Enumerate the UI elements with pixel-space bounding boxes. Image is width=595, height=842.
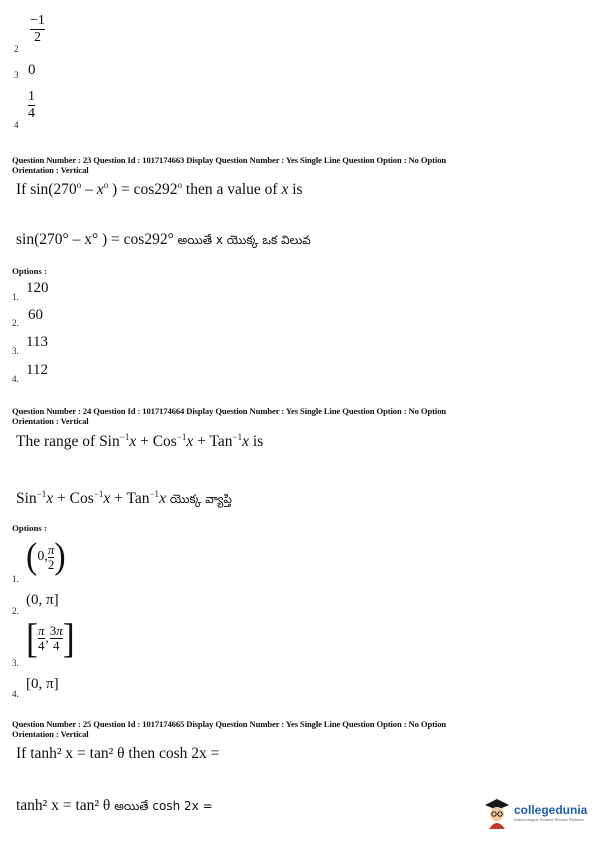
- student-mascot-icon: [484, 797, 510, 829]
- option-value: 113: [26, 334, 48, 350]
- question-24-text-te: [16, 489, 232, 509]
- option-number: 2.: [12, 606, 19, 616]
- math-expression: tanh² x = tan² θ: [16, 797, 111, 814]
- left-paren: (: [26, 536, 38, 577]
- option-number: 2.: [12, 318, 19, 328]
- telugu-text: యొక్క వ్యాప్తి: [169, 492, 232, 507]
- logo-tagline: India's largest Student Review Platform: [514, 817, 584, 822]
- question-25-text-en: If tanh² x = tan² θ then cosh 2x =: [16, 745, 220, 762]
- left-bracket: [: [26, 615, 38, 661]
- option-value: 112: [26, 362, 48, 378]
- option-value: [0, π]: [26, 676, 59, 692]
- question-25-header: [12, 719, 582, 739]
- math-expression: sin(270° – x° ) = cos292°: [16, 231, 174, 248]
- question-23-text-en: If $\sin(270^o - x^o$ ) = $\cos 292^o$ then a value of x is: [16, 180, 303, 199]
- fraction: [30, 14, 45, 45]
- question-orientation: Orientation : Vertical: [12, 729, 89, 739]
- question-meta: Question Number : 25 Question Id : 1017174665 Display Question Number : Yes Single Line Question Option : No Option: [12, 719, 447, 729]
- question-23-options: [12, 280, 132, 390]
- option-value: (0, π]: [26, 592, 59, 608]
- option-number: 1.: [12, 574, 19, 584]
- logo-name: collegedunia: [514, 803, 588, 817]
- fraction: [28, 90, 35, 121]
- question-25-text-te: [16, 797, 213, 816]
- option-value: [ $\frac{\pi}{4}$ , $\frac{3\pi}{4}$ ]: [26, 615, 75, 661]
- right-bracket: ]: [62, 615, 75, 661]
- numerator: 1: [28, 89, 35, 104]
- telugu-text: అయితే x యొక్క ఒక విలువ: [177, 233, 311, 247]
- denominator: 2: [33, 30, 41, 45]
- option-number: 4.: [12, 689, 19, 699]
- right-paren: ): [54, 536, 66, 577]
- question-24-header: [12, 406, 582, 426]
- option-number: 4.: [12, 374, 19, 384]
- question-24-options: [12, 536, 132, 702]
- option-number: 3: [14, 70, 19, 80]
- options-label: Options :: [12, 266, 47, 276]
- option-value: 120: [26, 280, 49, 296]
- question-23-text-te: [16, 231, 311, 250]
- question-orientation: Orientation : Vertical: [12, 416, 89, 426]
- option-value: 0: [28, 62, 36, 78]
- option-number: 2: [14, 44, 19, 54]
- math-expression: Sin$^{-1}$x + Cos$^{-1}$x + Tan$^{-1}$x: [16, 489, 166, 508]
- option-value: 60: [28, 307, 43, 323]
- denominator: 4: [28, 106, 35, 121]
- question-24-text-en: The range of Sin$^{-1}$x + Cos$^{-1}$x + Tan$^{-1}$x is: [16, 432, 264, 451]
- option-number: 3.: [12, 658, 19, 668]
- numerator: −1: [30, 13, 45, 28]
- options-label: Options :: [12, 523, 47, 533]
- question-orientation: Orientation : Vertical: [12, 165, 89, 175]
- question-meta: Question Number : 24 Question Id : 1017174664 Display Question Number : Yes Single Line Question Option : No Option: [12, 406, 447, 416]
- option-number: 3.: [12, 346, 19, 356]
- collegedunia-logo: [484, 797, 587, 829]
- question-23-header: [12, 155, 582, 175]
- telugu-text: అయితే cosh 2x =: [114, 799, 213, 813]
- option-number: 1.: [12, 292, 19, 302]
- option-value: ( 0, $\frac{\pi}{2}$ ): [26, 536, 66, 577]
- question-meta: Question Number : 23 Question Id : 1017174663 Display Question Number : Yes Single Line Question Option : No Option: [12, 155, 447, 165]
- option-number: 4: [14, 120, 19, 130]
